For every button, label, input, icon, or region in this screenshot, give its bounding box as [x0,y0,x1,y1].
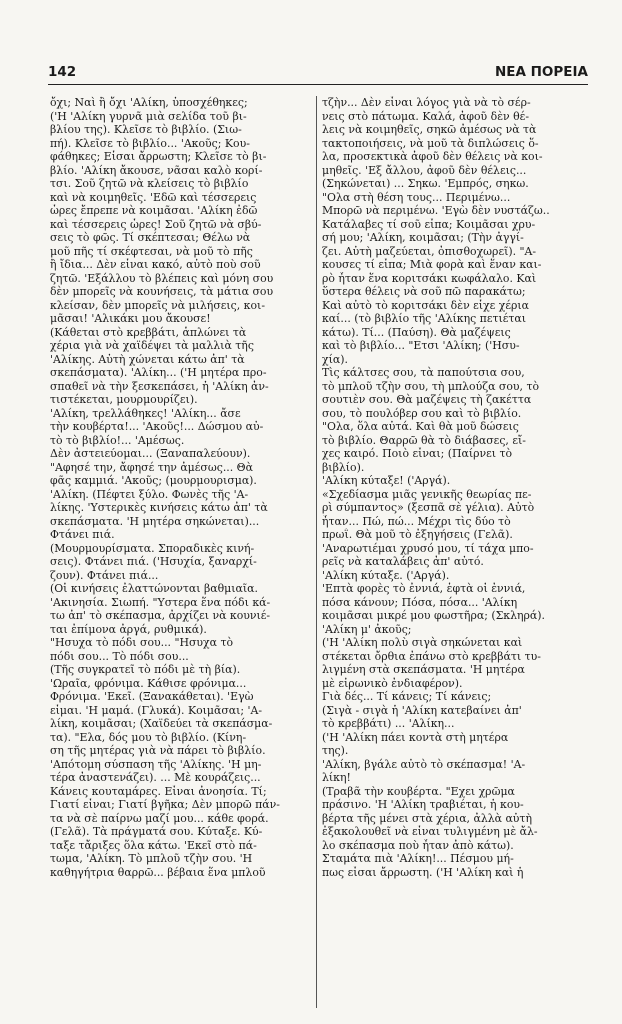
text-line: «Σχεδίασμα μιᾶς γενικῆς θεωρίας πε- [322,487,532,501]
text-line: βιβλίο). [322,460,365,474]
header-rule [48,84,588,85]
text-line: ταξε τἄριξες ὅλα κάτω. 'Εκεῖ στὸ πά- [50,838,257,852]
text-line: πή). Κλεῖσε τὸ βιβλίο... 'Ακοῦς; Κου- [50,136,250,150]
text-line: 'Αναρωτιέμαι χρυσό μου, τί τάχα μπο- [322,541,534,555]
text-line: τω ἀπ' τὸ σκέπασμα, ἀρχίζει νὰ κουνιέ- [50,609,271,622]
text-line: σεις). Φτάνει πιά. ('Ησυχία, ξαναρχί- [50,555,257,568]
text-line: 'Απότομη σύσπαση τῆς 'Αλίκης. 'Η μη- [50,757,262,771]
text-line: ἢ ἴδια... Δὲν εἶναι κακό, αὐτὸ ποὺ σοῦ [50,258,261,271]
text-line: 'Αλίκη, βγάλε αὐτὸ τὸ σκέπασμα! 'Α- [322,757,526,771]
text-line: τσι. Σοῦ ζητῶ νὰ κλείσεις τὸ βιβλίο [50,177,249,190]
text-line: τωμα, 'Αλίκη. Τὸ μπλοῦ τζὴν σου. 'Η [50,852,253,865]
text-line: 'Επτὰ φορὲς τὸ ἐννιά, ἑφτὰ οἱ ἐννιά, [322,582,526,595]
text-line: λίκη! [322,771,351,784]
text-line: καὶ τέσσερεις ὧρες! Σοῦ ζητῶ νὰ σβύ- [50,217,262,231]
text-line: της). [322,744,349,757]
text-line: Φτάνει πιά. [50,528,115,541]
text-line: μὲ εἰρωνικὸ ἐνδιαφέρον). [322,676,463,690]
text-line: λιγμένη στὰ σκεπάσματα. 'Η μητέρα [322,663,525,676]
text-line: λίκης. 'Υστερικὲς κινήσεις κάτω ἀπ' τὰ [50,501,268,514]
text-line: 'Αλίκη κύταξε! ('Αργά). [322,474,451,487]
text-line: 'Ωραῖα, φρόνιμα. Κάθισε φρόνιμα... [50,676,247,690]
text-line: ὄχι; Ναὶ ἢ ὄχι 'Αλίκη, ὑποσχέθηκες; [50,96,248,109]
text-line: 'Αλίκη, τρελλάθηκες! 'Αλίκη... ἄσε [50,406,241,420]
text-line: ὧρες ἔπρεπε νὰ κοιμᾶσαι. 'Αλίκη ἐδῶ [50,204,258,217]
text-line: νεις στὸ πάτωμα. Καλά, ἀφοῦ δὲν θέ- [322,109,529,123]
text-line: ται ἐπίμονα ἀργά, ρυθμικά). [50,622,207,636]
text-line: χέρια γιὰ νὰ χαϊδέψει τὰ μαλλιὰ τῆς [50,339,254,352]
text-line: μηθεῖς. 'Εξ ἄλλου, ἀφοῦ δὲν θέλεις... [322,163,527,177]
text-line: "Αφησέ την, ἄφησέ την ἀμέσως... Θὰ [50,460,253,474]
text-line: Τὶς κάλτσες σου, τὰ παπούτσια σου, [322,366,525,379]
text-line: ζει. Αὐτὴ μαζεύεται, ὀπισθοχωρεῖ). "Α- [322,244,537,258]
text-line: (Οἱ κινήσεις ἐλαττώνονται βαθμιαῖα. [50,582,258,595]
text-line: πόδι σου... Τὸ πόδι σου... [50,649,189,663]
text-line: (Σιγὰ - σιγὰ ἡ 'Αλίκη κατεβαίνει ἀπ' [322,703,522,717]
text-line: φάθηκες; Εἶσαι ἄρρωστη; Κλεῖσε τὸ βι- [50,150,267,163]
text-line: σεις τὸ φῶς. Τί σκέπτεσαι; Θέλω νὰ [50,231,251,244]
text-line: κλείσαν, δὲν μπορεῖς νὰ μιλήσεις, κοι- [50,298,265,312]
text-line: Σταμάτα πιὰ 'Αλίκη!... Πέσμου μή- [322,852,514,865]
text-line: τὸ βιβλίο. Θαρρῶ θὰ τὸ διάβασες, εἴ- [322,433,526,447]
text-line: σπαθεῖ νὰ τὴν ξεσκεπάσει, ἡ 'Αλίκη ἀν- [50,379,269,393]
text-line: ἐξακολουθεῖ νὰ εἶναι τυλιγμένη μὲ ἄλ- [322,825,538,838]
text-line: (Μουρμουρίσματα. Σποραδικὲς κινή- [50,541,255,555]
text-line: ('Η 'Αλίκη πολὺ σιγὰ σηκώνεται καὶ [322,636,523,649]
text-line: Γιατί εἶναι; Γιατί βγῆκα; Δὲν μπορῶ πάν- [50,798,280,811]
text-line: Δὲν ἀστειεύομαι... (Ξαναπαλεύουν). [50,447,251,460]
text-line: τὸ τὸ βιβλίο!... 'Αμέσως. [50,433,185,447]
text-line: Κατάλαβες τί σοῦ εἶπα; Κοιμᾶσαι χρυ- [322,217,536,231]
text-line: τὴν κουβέρτα!... 'Ακοῦς!... Δώσμου αὐ- [50,420,264,433]
text-line: πράσινο. 'Η 'Αλίκη τραβιέται, ἡ κου- [322,798,524,811]
text-line: τὸ μπλοῦ τζὴν σου, τὴ μπλούζα σου, τὸ [322,379,540,393]
text-line: στέκεται ὄρθια ἐπάνω στὸ κρεββάτι τυ- [322,649,541,663]
text-line: Κάνεις κουταμάρες. Εἶναι ἀνοησία. Τί; [50,784,267,798]
text-line: σκεπάσματα. 'Η μητέρα σηκώνεται)... [50,514,260,528]
text-line: καί... (τὸ βιβλίο τῆς 'Αλίκης πετιέται [322,312,527,325]
text-line: Γιὰ δές... Τί κάνεις; Τί κάνεις; [322,690,492,703]
text-line: ἦταν... Πώ, πώ... Μέχρι τὶς δύο τὸ [322,514,511,528]
text-line: βλίο. 'Αλίκη ἄκουσε, νᾶσαι καλὸ κορί- [50,163,263,177]
text-line: "Ολα, ὅλα αὐτά. Καὶ θὰ μοῦ δώσεις [322,420,519,433]
text-line: "Ολα στὴ θέση τους... Περιμένω... [322,190,511,204]
text-line: τακτοποιήσεις, νὰ μοῦ τὰ διπλώσεις ὅ- [322,136,539,150]
text-line: (Τραβᾶ τὴν κουβέρτα. "Εχει χρῶμα [322,784,515,798]
text-line: χία). [322,352,348,366]
text-line: (Κάθεται στὸ κρεββάτι, ἁπλώνει τὰ [50,325,247,339]
text-line: (Γελᾶ). Τὰ πράγματά σου. Κύταξε. Κύ- [50,825,263,838]
text-line: κάτω). Τί... (Παύση). Θὰ μαζέψεις [322,325,511,339]
text-line: ρὸ ἦταν ἕνα κοριτσάκι κωφάλαλο. Καὶ [322,271,537,285]
text-line: καὶ νὰ κοιμηθεῖς. 'Εδῶ καὶ τέσσερεις [50,190,257,204]
text-line: τζὴν... Δὲν εἶναι λόγος γιὰ νὰ τὸ σέρ- [322,96,531,109]
text-line: κουσες τί εἶπα; Μιὰ φορὰ καὶ ἕναν και- [322,258,542,271]
text-line: λο σκέπασμα ποὺ ἦταν ἀπὸ κάτω). [322,838,514,852]
text-line: 'Αλίκη κύταξε. ('Αργά). [322,568,450,582]
text-line: βλίου της). Κλεῖσε τὸ βιβλίο. (Σιω- [50,123,242,136]
text-line: σουτιὲν σου. Θὰ μαζέψεις τὴ ζακέττα [322,393,532,406]
text-line: ζητῶ. 'Εξάλλου τὸ βλέπεις καὶ μόνη σου [50,271,274,285]
text-line: μοῦ πῆς τί σκέφτεσαι, νὰ μοῦ τὸ πῆς [50,244,253,258]
text-line: Μπορῶ νὰ περιμένω. 'Εγὼ δὲν νυστάζω.. [322,204,550,217]
text-line: πόσα κάνουν; Πόσα, πόσα... 'Αλίκη [322,595,518,609]
text-line: ζουν). Φτάνει πιά... [50,568,159,582]
text-line: τέρα ἀναστενάζει). ... Μὲ κουράζεις... [50,771,261,784]
page-number: 142 [48,64,77,80]
text-line: ('Η 'Αλίκη γυρνᾶ μιὰ σελίδα τοῦ βι- [50,109,247,123]
text-line: καὶ τὸ βιβλίο... "Ετσι 'Αλίκη; ('Ησυ- [322,339,520,352]
text-line: σκεπάσματα). 'Αλίκη... ('Η μητέρα προ- [50,366,267,379]
text-line: κοιμᾶσαι μικρέ μου φωστῆρα; (Σκληρά). [322,609,545,622]
text-line: Φρόνιμα. 'Εκεῖ. (Ξανακάθεται). 'Εγὼ [50,690,254,703]
text-line: 'Αλίκης. Αὐτὴ χώνεται κάτω ἀπ' τὰ [50,352,245,366]
text-line: χες καιρό. Ποιὸ εἶναι; (Παίρνει τὸ [322,447,513,460]
left-column [50,96,314,1008]
text-line: ση τῆς μητέρας γιὰ νὰ πάρει τὸ βιβλίο. [50,744,266,757]
text-line: πως εἶσαι ἄρρωστη. ('Η 'Αλίκη καὶ ἡ [322,865,524,879]
text-line: 'Αλίκη μ' ἀκοῦς; [322,622,412,636]
text-line: λεις νὰ κοιμηθεῖς, σηκῶ ἀμέσως νὰ τὰ [322,123,537,136]
text-line: τα νὰ σὲ παίρνω μαζί μου... κάθε φορά. [50,811,269,825]
text-line: σή μου; 'Αλίκη, κοιμᾶσαι; (Τὴν ἀγγί- [322,231,524,244]
text-line: τιστέκεται, μουρμουρίζει). [50,393,198,406]
text-line: βέρτα τῆς μένει στὰ χέρια, ἀλλὰ αὐτὴ [322,811,532,825]
right-column [322,96,586,1008]
column-divider [316,96,317,1008]
text-line: ('Η 'Αλίκη πάει κοντὰ στὴ μητέρα [322,730,509,744]
text-line: τὸ κρεββάτι) ... 'Αλίκη... [322,717,455,730]
text-line: Καὶ αὐτὸ τὸ κοριτσάκι δὲν εἶχε χέρια [322,298,530,312]
text-line: καθηγήτρια θαρρῶ... βέβαια ἕνα μπλοῦ [50,865,266,879]
text-line: ρεῖς νὰ καταλάβεις ἀπ' αὐτό. [322,555,484,568]
text-line: δὲν μπορεῖς νὰ κουνήσεις, τὰ μάτια σου [50,285,274,298]
text-line: (Σηκώνεται) ... Σηκω. 'Εμπρός, σηκω. [322,177,529,190]
text-line: (Τῆς συγκρατεῖ τὸ πόδι μὲ τὴ βία). [50,663,241,676]
text-line: λίκη, κοιμᾶσαι; (Χαϊδεύει τὰ σκεπάσμα- [50,717,273,730]
text-line: 'Ακινησία. Σιωπή. "Υστερα ἕνα πόδι κά- [50,595,271,609]
text-line: πρωΐ. Θὰ μοῦ τὸ ἐξηγήσεις (Γελᾶ). [322,528,513,541]
page-header [48,58,588,80]
text-line: φᾶς καμμιά. 'Ακοῦς; (μουρμουρισμα). [50,474,257,487]
text-line: ρὶ σύμπαντος» (ξεσπᾶ σὲ γέλια). Αὐτὸ [322,501,535,514]
text-line: εἶμαι. 'Η μαμά. (Γλυκά). Κοιμᾶσαι; 'Α- [50,703,263,717]
text-line: 'Αλίκη. (Πέφτει ξύλο. Φωνὲς τῆς 'Α- [50,487,249,501]
text-line: λα, προσεκτικὰ ἀφοῦ δὲν θέλεις νὰ κοι- [322,150,543,163]
text-line: "Ησυχα τὸ πόδι σου... "Ησυχα τὸ [50,636,234,649]
text-line: σου, τὸ πουλόβερ σου καὶ τὸ βιβλίο. [322,406,522,420]
journal-title: ΝΕΑ ΠΟΡΕΙΑ [494,64,588,80]
text-line: μᾶσαι! 'Αλικάκι μου ἄκουσε! [50,312,211,325]
text-line: τα). "Ελα, δός μου τὸ βιβλίο. (Κίνη- [50,730,247,744]
text-line: ὕστερα θέλεις νὰ σοῦ πῶ παρακάτω; [322,285,526,298]
